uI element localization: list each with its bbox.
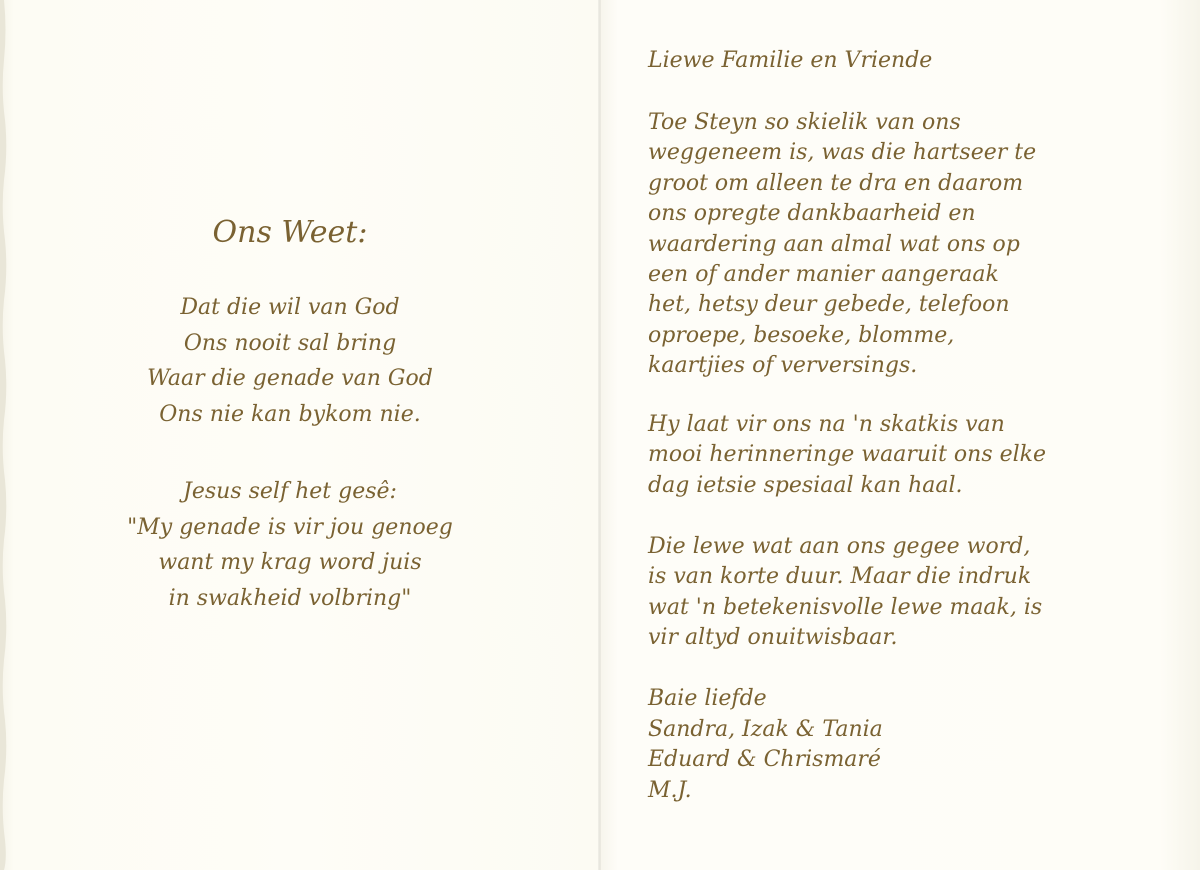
poem-heading: Ons Weet:: [212, 215, 368, 250]
paragraph-line: ons opregte dankbaarheid en: [648, 201, 976, 227]
verse-line: "My genade is vir jou genoeg: [127, 514, 453, 540]
paragraph-line: mooi herinneringe waaruit ons elke: [648, 442, 1047, 468]
paragraph-line: oproepe, besoeke, blomme,: [648, 322, 955, 348]
poem: [60, 0, 520, 870]
paragraph-line: wat 'n betekenisvolle lewe maak, is: [648, 594, 1043, 620]
signoff-names: M.J.: [648, 777, 692, 803]
paragraph-line: het, hetsy deur gebede, telefoon: [648, 292, 1010, 318]
verse-line: in swakheid volbring": [168, 585, 412, 611]
paragraph-line: Toe Steyn so skielik van ons: [648, 110, 961, 135]
verse-line: Dat die wil van God: [180, 295, 400, 320]
paragraph-line: is van korte duur. Maar die indruk: [648, 564, 1032, 590]
paragraph-line: Die lewe wat aan ons gegee word,: [648, 534, 1031, 559]
verse-line: Ons nooit sal bring: [183, 330, 397, 356]
letter-signoff: [648, 684, 883, 806]
paragraph-line: waardering aan almal wat ons op: [648, 231, 1020, 257]
verse-line: Ons nie kan bykom nie.: [159, 401, 421, 427]
verse-line: Waar die genade van God: [147, 366, 433, 391]
page-fold: [598, 0, 601, 870]
letter-paragraph-1: [648, 108, 1036, 382]
letter: [648, 0, 1148, 870]
paragraph-line: een of ander manier aangeraak: [648, 262, 999, 288]
deckle-edge: [0, 0, 10, 870]
paragraph-line: Hy laat vir ons na 'n skatkis van: [648, 412, 1005, 437]
poem-verse-1: [60, 290, 520, 432]
signoff-names: Sandra, Izak & Tania: [648, 716, 883, 742]
paragraph-line: groot om alleen te dra en daarom: [648, 170, 1024, 196]
poem-verse-2: [60, 474, 520, 616]
signoff-line: Baie liefde: [648, 686, 767, 711]
paragraph-line: kaartjies of verversings.: [648, 353, 918, 379]
letter-paragraph-3: [648, 532, 1042, 654]
greeting-line: Liewe Familie en Vriende: [648, 48, 933, 73]
signoff-names: Eduard & Chrismaré: [648, 747, 881, 772]
verse-line: Jesus self het gesê:: [183, 479, 397, 504]
paragraph-line: dag ietsie spesiaal kan haal.: [648, 472, 963, 498]
letter-paragraph-2: [648, 410, 1046, 501]
verse-line: want my krag word juis: [158, 550, 422, 575]
letter-greeting: [648, 46, 932, 76]
paragraph-line: weggeneem is, was die hartseer te: [648, 140, 1037, 166]
paragraph-line: vir altyd onuitwisbaar.: [648, 625, 898, 651]
